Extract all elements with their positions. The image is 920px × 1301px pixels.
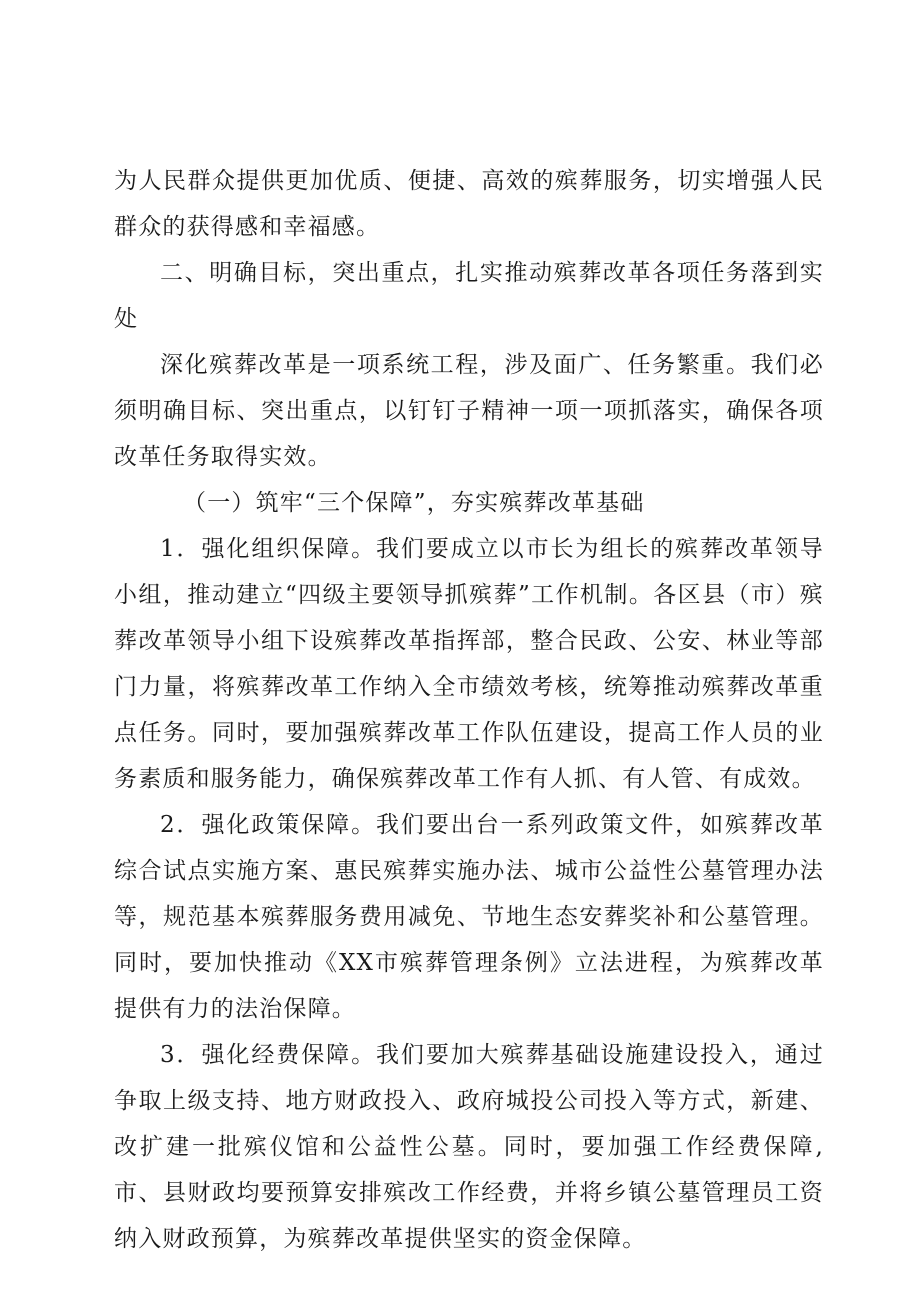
subsection-heading-one: （一）筑牢“三个保障”，夯实殡葬改革基础 (183, 490, 645, 516)
section-heading-two: 二、明确目标，突出重点，扎实推动殡葬改革各项任务落到实处 (114, 260, 824, 332)
paragraph-organization-guarantee: 1．强化组织保障。我们要成立以市长为组长的殡葬改革领导小组，推动建立“四级主要领导抓殡葬”工作机制。各区县（市）殡葬改革领导小组下设殡葬改革指挥部，整合民政、公安、林业等部门力量，将殡葬改革工作纳入全市绩效考核，统筹推动殡葬改革重点任务。同时，要加强殡葬改革工作队伍建设，提高工作人员的业务素质和服务能力，确保殡葬改革工作有人抓、有人管、有成效。 (114, 536, 824, 792)
paragraph-policy-guarantee: 2．强化政策保障。我们要出台一系列政策文件，如殡葬改革综合试点实施方案、惠民殡葬实施办法、城市公益性公墓管理办法等，规范基本殡葬服务费用减免、节地生态安葬奖补和公墓管理。同时，要加快推动《XX市殡葬管理条例》立法进程，为殡葬改革提供有力的法治保障。 (114, 812, 824, 1022)
paragraph-continuation: 为人民群众提供更加优质、便捷、高效的殡葬服务，切实增强人民群众的获得感和幸福感。 (114, 168, 824, 240)
paragraph-funding-guarantee: 3．强化经费保障。我们要加大殡葬基础设施建设投入，通过争取上级支持、地方财政投入、政府城投公司投入等方式，新建、改扩建一批殡仪馆和公益性公墓。同时，要加强工作经费保障,市、县财政均要预算安排殡改工作经费，并将乡镇公墓管理员工资纳入财政预算，为殡葬改革提供坚实的资金保障。 (114, 1042, 824, 1252)
document-body (114, 158, 824, 1262)
paragraph-intro: 深化殡葬改革是一项系统工程，涉及面广、任务繁重。我们必须明确目标、突出重点，以钉钉子精神一项一项抓落实，确保各项改革任务取得实效。 (114, 352, 824, 470)
